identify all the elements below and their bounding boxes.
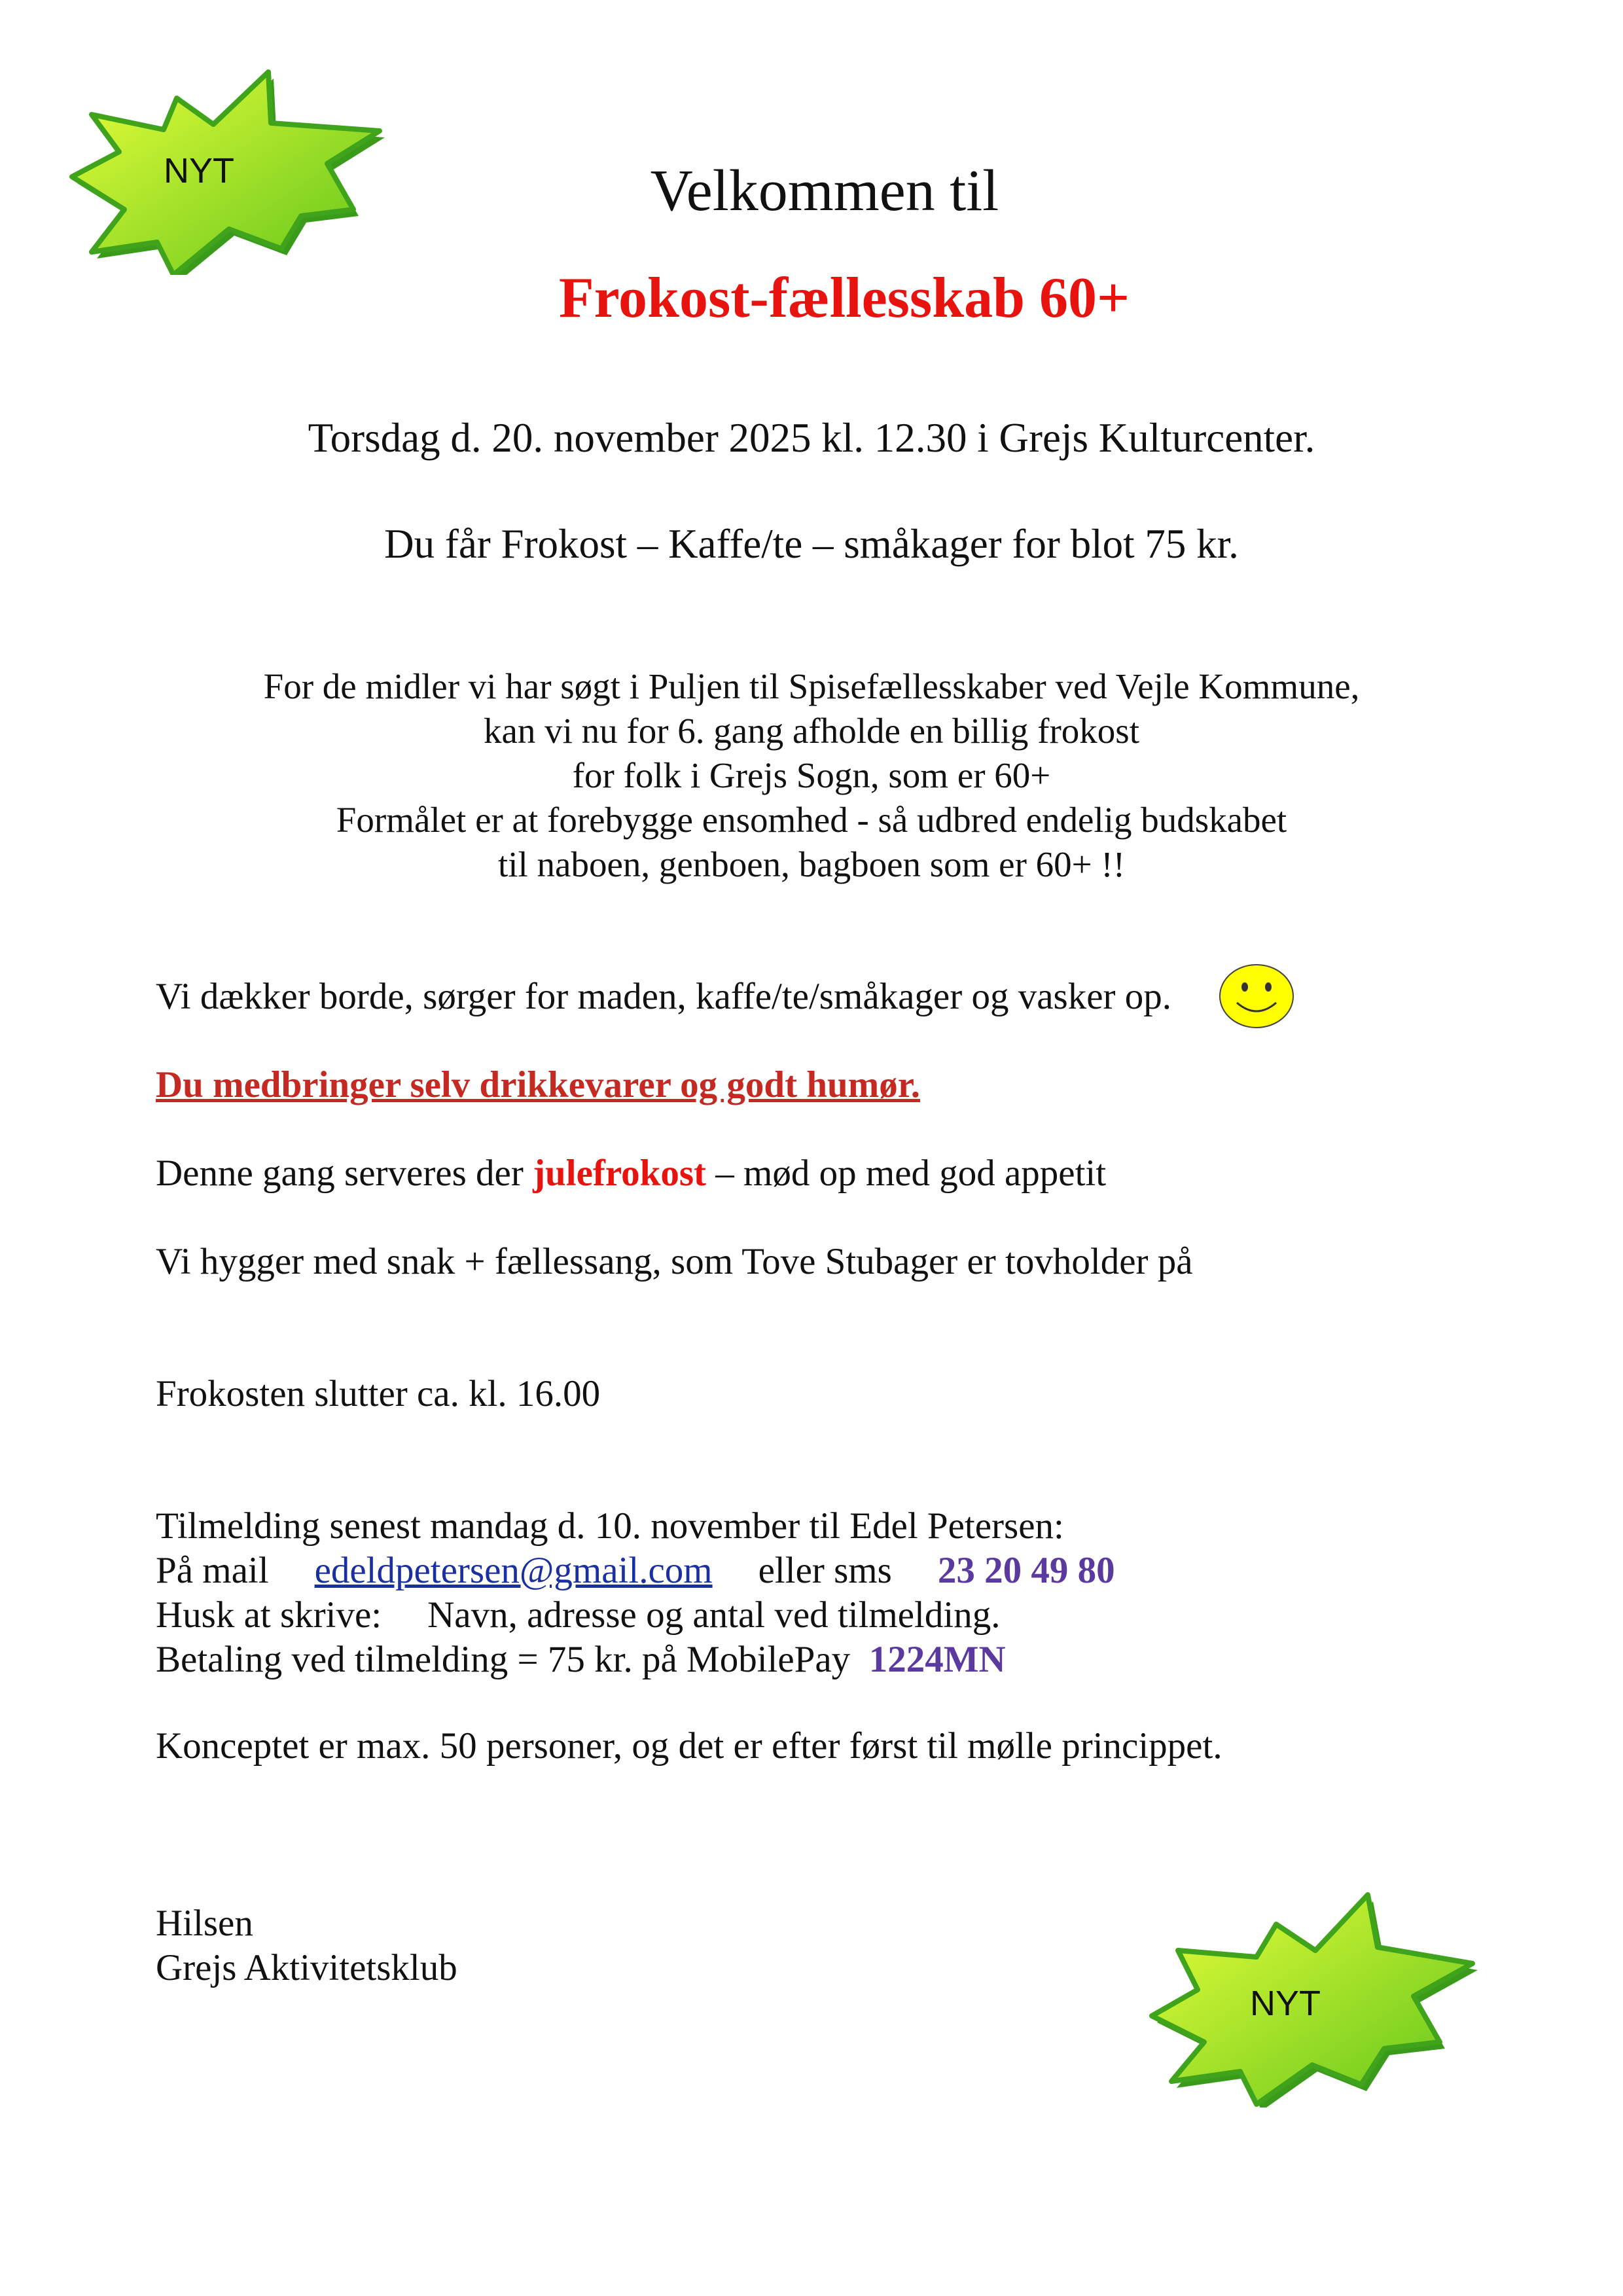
smiley-icon [1217,962,1296,1030]
greeting: Hilsen [156,1903,253,1944]
tables-paragraph [156,975,1171,1018]
intro-line: for folk i Grejs Sogn, som er 60+ [572,755,1051,795]
intro-line: kan vi nu for 6. gang afholde en billig frokost [483,711,1139,751]
menu-highlight: julefrokost [533,1153,707,1194]
intro-line: For de midler vi har søgt i Puljen til Spisefællesskaber ved Vejle Kommune, [263,666,1360,706]
intro-paragraph [0,664,1623,887]
new-badge-bottom-label: NYT [1250,1984,1321,2023]
singing-paragraph: Vi hygger med snak + fællessang, som Tove Stubager er tovholder på [156,1241,1193,1282]
event-price-line: Du får Frokost – Kaffe/te – småkager for blot 75 kr. [384,521,1239,567]
end-time-paragraph: Frokosten slutter ca. kl. 16.00 [156,1373,601,1414]
phone-number: 23 20 49 80 [937,1550,1115,1591]
signup-remember-line [156,1593,1115,1638]
bring-drinks-notice: Du medbringer selv drikkevarer og godt humør. [156,1064,921,1105]
signup-deadline: Tilmelding senest mandag d. 10. november til Edel Petersen: [156,1505,1064,1547]
signup-payment-line [156,1638,1115,1682]
closing-section [156,1901,457,1990]
payment-text: Betaling ved tilmelding = 75 kr. på MobilePay [156,1639,851,1680]
email-link[interactable]: edeldpetersen@gmail.com [314,1550,713,1591]
remember-text: Navn, adresse og antal ved tilmelding. [427,1594,1001,1636]
intro-line: til naboen, genboen, bagboen som er 60+ !! [497,844,1126,884]
welcome-heading: Velkommen til [650,158,999,223]
menu-suffix: – mød op med god appetit [706,1153,1107,1194]
mail-label: På mail [156,1550,269,1591]
remember-label: Husk at skrive: [156,1594,382,1636]
signature: Grejs Aktivitetsklub [156,1947,457,1988]
concept-paragraph: Konceptet er max. 50 personer, og det er efter først til mølle princippet. [156,1725,1222,1767]
signup-section [156,1504,1115,1682]
new-badge-bottom [1126,1885,1479,2108]
signup-contact-line [156,1549,1115,1593]
event-title: Frokost-fællesskab 60+ [558,266,1130,330]
mobilepay-number: 1224MN [868,1639,1006,1680]
tables-text: Vi dækker borde, sørger for maden, kaffe/te/småkager og vasker op. [156,976,1171,1017]
menu-prefix: Denne gang serveres der [156,1153,533,1194]
new-badge-top-label: NYT [164,151,234,190]
sms-label: eller sms [758,1550,892,1591]
intro-line: Formålet er at forebygge ensomhed - så udbred endelig budskabet [336,800,1287,840]
menu-paragraph [156,1152,1106,1194]
event-date-line: Torsdag d. 20. november 2025 kl. 12.30 i Grejs Kulturcenter. [308,415,1315,461]
